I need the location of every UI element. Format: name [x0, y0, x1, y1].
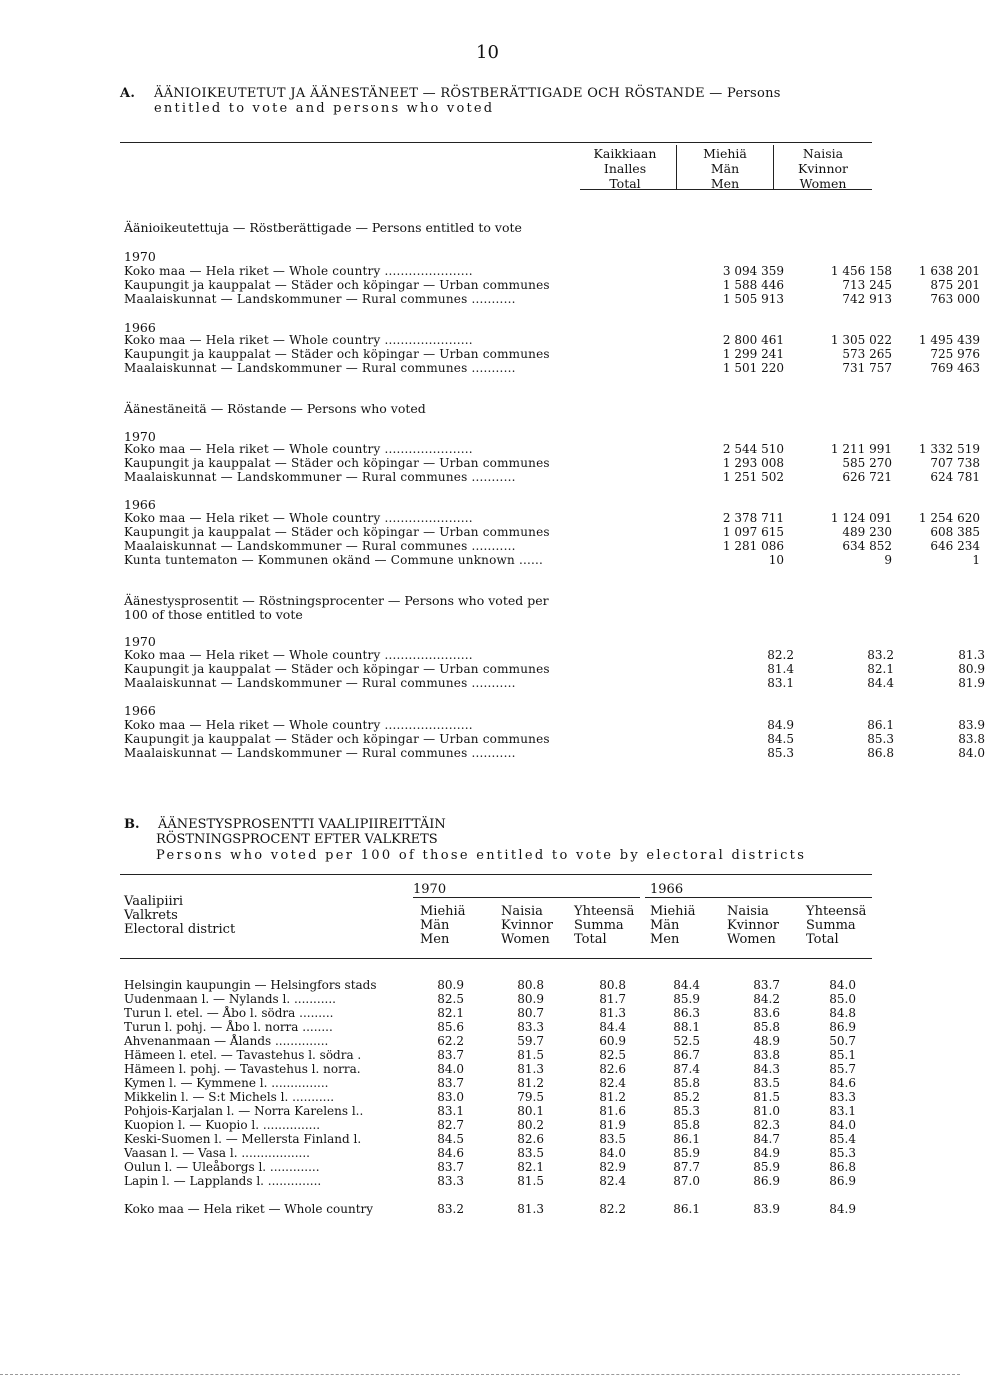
- b-col-head-line: Yhteensä: [574, 904, 635, 919]
- cell-1966-women: 82.3: [753, 1118, 780, 1132]
- year-label: 1966: [124, 320, 156, 335]
- cell-women: 1 638 201: [918, 264, 980, 278]
- row-label: Koko maa — Hela riket — Whole country ......................: [124, 442, 473, 456]
- col-head-fi: Naisia: [802, 146, 844, 161]
- b-col-head-line: Naisia: [501, 904, 543, 919]
- col-head-sv: Män: [710, 161, 740, 176]
- cell-men: 1 124 091: [830, 511, 892, 525]
- cell-men: 634 852: [842, 539, 892, 553]
- cell-1970-total: 82.6: [599, 1062, 626, 1076]
- section-a-title: [120, 86, 781, 101]
- cell-1966-women: 84.3: [753, 1062, 780, 1076]
- cell-1970-men: 83.0: [437, 1090, 464, 1104]
- total-row: [124, 1202, 864, 1216]
- cell-men: 1 456 158: [830, 264, 892, 278]
- cell-1970-total: 80.8: [599, 978, 626, 992]
- cell-1970-men: 84.0: [437, 1062, 464, 1076]
- header-top-rule: [120, 142, 872, 143]
- table-row: [124, 1146, 864, 1160]
- cell-1970-total: 81.9: [599, 1118, 626, 1132]
- b-col-head-line: Naisia: [727, 904, 769, 919]
- cell-1970-men: 82.5: [437, 992, 464, 1006]
- cell-1966-total: 86.9: [829, 1174, 856, 1188]
- cell-1970-men: 84.5: [437, 1132, 464, 1146]
- b-year-1966: 1966: [650, 882, 684, 897]
- cell-total: 84.5: [767, 732, 794, 746]
- col-head-en: Men: [710, 176, 740, 191]
- cell-1970-women: 83.5: [517, 1146, 544, 1160]
- cell-1970-men: 85.6: [437, 1020, 464, 1034]
- cell-1970-total: 81.7: [599, 992, 626, 1006]
- page-bottom-edge: [0, 1374, 960, 1375]
- table-row: [124, 292, 980, 306]
- row-label: Pohjois-Karjalan l. — Norra Karelens l..: [124, 1104, 364, 1118]
- b-col-head-line: Män: [650, 918, 680, 933]
- b-year-1970: 1970: [413, 882, 447, 897]
- table-row: [124, 539, 980, 553]
- cell-1966-women: 85.9: [753, 1160, 780, 1174]
- cell-1966-total: 83.3: [829, 1090, 856, 1104]
- cell-men: 86.1: [867, 718, 894, 732]
- table-row: [124, 1160, 864, 1174]
- cell-1966-total: 50.7: [829, 1034, 856, 1048]
- table-row: [124, 511, 980, 525]
- cell-1966-total: 86.9: [829, 1020, 856, 1034]
- cell-1966-men: 85.8: [673, 1118, 700, 1132]
- b-col-head-line: Men: [420, 932, 450, 947]
- cell-1966-men: 85.9: [673, 992, 700, 1006]
- b-col-head-line: Summa: [806, 918, 856, 933]
- cell-total: 85.3: [767, 746, 794, 760]
- row-label: Vaasan l. — Vasa l. ..................: [124, 1146, 310, 1160]
- section-b-title: [124, 817, 446, 832]
- cell-1966-total: 84.9: [829, 1202, 856, 1216]
- table-row: [124, 648, 985, 662]
- col-head-sv: Kvinnor: [798, 161, 848, 176]
- row-label: Koko maa — Hela riket — Whole country ......................: [124, 333, 473, 347]
- cell-1970-men: 82.1: [437, 1006, 464, 1020]
- cell-men: 86.8: [867, 746, 894, 760]
- cell-1970-women: 81.5: [517, 1174, 544, 1188]
- cell-1966-men: 86.3: [673, 1006, 700, 1020]
- cell-total: 1 588 446: [722, 278, 784, 292]
- cell-1970-women: 80.2: [517, 1118, 544, 1132]
- cell-1970-total: 84.0: [599, 1146, 626, 1160]
- row-label: Maalaiskunnat — Landskommuner — Rural communes ...........: [124, 539, 516, 553]
- cell-men: 742 913: [842, 292, 892, 306]
- voted-heading: Äänestäneitä — Röstande — Persons who voted: [124, 401, 426, 416]
- cell-1966-total: 84.6: [829, 1076, 856, 1090]
- cell-1966-women: 84.7: [753, 1132, 780, 1146]
- section-b-title-text: ÄÄNESTYSPROSENTTI VAALIPIIREITTÄIN: [158, 817, 446, 832]
- table-row: [124, 264, 980, 278]
- cell-1970-total: 84.4: [599, 1020, 626, 1034]
- table-row: [124, 1048, 864, 1062]
- row-label: Maalaiskunnat — Landskommuner — Rural communes ...........: [124, 676, 516, 690]
- section-a-title-text: ÄÄNIOIKEUTETUT JA ÄÄNESTÄNEET — RÖSTBERÄTTIGADE OCH RÖSTANDE — Persons: [154, 86, 781, 101]
- cell-1970-total: 82.4: [599, 1076, 626, 1090]
- year-label: 1966: [124, 497, 156, 512]
- cell-women: 1 254 620: [918, 511, 980, 525]
- table-row: [124, 333, 980, 347]
- cell-1966-total: 86.8: [829, 1160, 856, 1174]
- cell-men: 713 245: [842, 278, 892, 292]
- cell-women: 707 738: [930, 456, 980, 470]
- table-row: [124, 1076, 864, 1090]
- cell-1970-men: 83.3: [437, 1174, 464, 1188]
- cell-1970-total: 82.4: [599, 1174, 626, 1188]
- cell-women: 81.9: [958, 676, 985, 690]
- b-col-head-line: Total: [574, 932, 607, 947]
- table-row: [124, 1020, 864, 1034]
- row-label: Mikkelin l. — S:t Michels l. ...........: [124, 1090, 335, 1104]
- cell-1966-total: 85.0: [829, 992, 856, 1006]
- cell-1966-men: 87.4: [673, 1062, 700, 1076]
- row-label: Koko maa — Hela riket — Whole country: [124, 1202, 374, 1216]
- cell-1970-women: 80.9: [517, 992, 544, 1006]
- cell-1970-total: 82.2: [599, 1202, 626, 1216]
- year-label: 1970: [124, 634, 156, 649]
- table-row: [124, 662, 985, 676]
- table-row: [124, 470, 980, 484]
- cell-1970-women: 81.5: [517, 1048, 544, 1062]
- cell-1966-men: 88.1: [673, 1020, 700, 1034]
- col-head-fi: Kaikkiaan: [593, 146, 657, 161]
- b-col-head-line: Män: [420, 918, 450, 933]
- table-row: [124, 676, 985, 690]
- cell-total: 82.2: [767, 648, 794, 662]
- table-row: [124, 347, 980, 361]
- col-head-women: [778, 146, 868, 191]
- cell-1970-men: 80.9: [437, 978, 464, 992]
- section-a-label: A.: [120, 86, 136, 101]
- cell-men: 83.2: [867, 648, 894, 662]
- b-col-head-line: Kvinnor: [501, 918, 553, 933]
- b-col-head-line: Men: [650, 932, 680, 947]
- row-label: Kunta tuntematon — Kommunen okänd — Commune unknown ......: [124, 553, 544, 567]
- col-head-en: Women: [799, 176, 847, 191]
- b-col-head-line: Women: [501, 932, 550, 947]
- cell-1966-total: 84.8: [829, 1006, 856, 1020]
- table-row: [124, 278, 980, 292]
- row-label: Koko maa — Hela riket — Whole country ......................: [124, 648, 473, 662]
- cell-total: 2 378 711: [722, 511, 784, 525]
- section-b-title-sv: RÖSTNINGSPROCENT EFTER VALKRETS: [156, 832, 438, 847]
- cell-1966-men: 87.7: [673, 1160, 700, 1174]
- cell-men: 1 305 022: [830, 333, 892, 347]
- percent-heading: [124, 594, 549, 622]
- cell-1970-total: 81.3: [599, 1006, 626, 1020]
- cell-1966-women: 86.9: [753, 1174, 780, 1188]
- cell-women: 83.8: [958, 732, 985, 746]
- b-col-head: [727, 905, 779, 947]
- b-col-head: [806, 905, 866, 947]
- cell-1966-men: 86.1: [673, 1202, 700, 1216]
- cell-total: 84.9: [767, 718, 794, 732]
- col-head-sv: Inalles: [603, 161, 647, 176]
- year-label: 1970: [124, 429, 156, 444]
- cell-1966-women: 81.0: [753, 1104, 780, 1118]
- b-header-bottom-rule: [120, 958, 872, 959]
- cell-1970-total: 81.6: [599, 1104, 626, 1118]
- cell-1966-women: 85.8: [753, 1020, 780, 1034]
- header-col-divider: [773, 145, 774, 189]
- cell-1966-total: 85.1: [829, 1048, 856, 1062]
- percent-heading-line: Äänestysprosentit — Röstningsprocenter — Persons who voted per: [124, 593, 549, 608]
- cell-1966-women: 83.9: [753, 1202, 780, 1216]
- cell-men: 84.4: [867, 676, 894, 690]
- cell-women: 875 201: [930, 278, 980, 292]
- cell-1970-total: 81.2: [599, 1090, 626, 1104]
- b-col-head-line: Women: [727, 932, 776, 947]
- b-col-head-line: Miehiä: [650, 904, 696, 919]
- cell-1970-total: 82.5: [599, 1048, 626, 1062]
- row-label: Kaupungit ja kauppalat — Städer och köpingar — Urban communes: [124, 732, 550, 746]
- row-label: Turun l. etel. — Åbo l. södra .........: [124, 1006, 334, 1020]
- cell-1970-men: 83.7: [437, 1160, 464, 1174]
- row-label: Ahvenanmaan — Ålands ..............: [124, 1034, 329, 1048]
- cell-1966-total: 84.0: [829, 1118, 856, 1132]
- row-label: Kaupungit ja kauppalat — Städer och köpingar — Urban communes: [124, 662, 550, 676]
- cell-1970-total: 82.9: [599, 1160, 626, 1174]
- year-label: 1966: [124, 703, 156, 718]
- cell-1966-women: 83.5: [753, 1076, 780, 1090]
- row-label: Maalaiskunnat — Landskommuner — Rural communes ...........: [124, 470, 516, 484]
- cell-1970-men: 82.7: [437, 1118, 464, 1132]
- cell-1966-men: 86.7: [673, 1048, 700, 1062]
- cell-1970-men: 83.7: [437, 1076, 464, 1090]
- cell-total: 10: [768, 553, 784, 567]
- row-label: Oulun l. — Uleåborgs l. .............: [124, 1160, 320, 1174]
- cell-men: 489 230: [842, 525, 892, 539]
- cell-1966-total: 85.7: [829, 1062, 856, 1076]
- row-label: Helsingin kaupungin — Helsingfors stads: [124, 978, 377, 992]
- table-row: [124, 978, 864, 992]
- header-col-divider: [676, 145, 677, 189]
- cell-1966-men: 84.4: [673, 978, 700, 992]
- cell-1966-women: 83.7: [753, 978, 780, 992]
- b-col-head-line: Kvinnor: [727, 918, 779, 933]
- cell-men: 626 721: [842, 470, 892, 484]
- cell-1966-women: 48.9: [753, 1034, 780, 1048]
- cell-total: 3 094 359: [722, 264, 784, 278]
- table-row: [124, 1062, 864, 1076]
- cell-women: 1 332 519: [918, 442, 980, 456]
- section-a-subtitle: entitled to vote and persons who voted: [154, 101, 495, 116]
- cell-men: 731 757: [842, 361, 892, 375]
- row-label: Kaupungit ja kauppalat — Städer och köpingar — Urban communes: [124, 525, 550, 539]
- cell-men: 1 211 991: [830, 442, 892, 456]
- year-label: 1970: [124, 249, 156, 264]
- cell-total: 1 251 502: [722, 470, 784, 484]
- cell-women: 81.3: [958, 648, 985, 662]
- b-year-1966-rule: [645, 897, 872, 898]
- cell-men: 82.1: [867, 662, 894, 676]
- cell-1970-women: 59.7: [517, 1034, 544, 1048]
- cell-1970-men: 83.1: [437, 1104, 464, 1118]
- row-label: Kaupungit ja kauppalat — Städer och köpingar — Urban communes: [124, 278, 550, 292]
- row-label: Koko maa — Hela riket — Whole country ......................: [124, 718, 473, 732]
- b-col-head: [420, 905, 465, 947]
- cell-1966-total: 85.3: [829, 1146, 856, 1160]
- cell-1970-total: 83.5: [599, 1132, 626, 1146]
- cell-1970-men: 84.6: [437, 1146, 464, 1160]
- table-row: [124, 553, 980, 567]
- cell-total: 83.1: [767, 676, 794, 690]
- cell-1970-women: 80.7: [517, 1006, 544, 1020]
- cell-1970-men: 83.7: [437, 1048, 464, 1062]
- row-label: Kaupungit ja kauppalat — Städer och köpingar — Urban communes: [124, 456, 550, 470]
- cell-1970-men: 62.2: [437, 1034, 464, 1048]
- table-row: [124, 1034, 864, 1048]
- b-district-header-fi: Vaalipiiri: [124, 894, 184, 909]
- table-row: [124, 456, 980, 470]
- table-row: [124, 442, 980, 456]
- b-col-head-line: Summa: [574, 918, 624, 933]
- table-row: [124, 1104, 864, 1118]
- entitled-heading: Äänioikeutettuja — Röstberättigade — Persons entitled to vote: [124, 220, 522, 235]
- cell-women: 646 234: [930, 539, 980, 553]
- cell-1966-women: 81.5: [753, 1090, 780, 1104]
- b-district-header: [124, 895, 235, 937]
- cell-women: 769 463: [930, 361, 980, 375]
- cell-1970-women: 82.1: [517, 1160, 544, 1174]
- b-col-head-line: Total: [806, 932, 839, 947]
- cell-1966-men: 52.5: [673, 1034, 700, 1048]
- row-label: Kuopion l. — Kuopio l. ...............: [124, 1118, 321, 1132]
- cell-women: 80.9: [958, 662, 985, 676]
- b-district-header-sv: Valkrets: [124, 908, 178, 923]
- col-head-en: Total: [609, 176, 641, 191]
- cell-total: 1 505 913: [722, 292, 784, 306]
- cell-1970-women: 80.1: [517, 1104, 544, 1118]
- b-district-header-en: Electoral district: [124, 922, 236, 937]
- row-label: Hämeen l. etel. — Tavastehus l. södra .: [124, 1048, 362, 1062]
- cell-total: 2 544 510: [722, 442, 784, 456]
- cell-women: 83.9: [958, 718, 985, 732]
- cell-1970-women: 81.2: [517, 1076, 544, 1090]
- table-row: [124, 361, 980, 375]
- col-head-men: [680, 146, 770, 191]
- cell-1970-women: 82.6: [517, 1132, 544, 1146]
- cell-women: 84.0: [958, 746, 985, 760]
- cell-women: 624 781: [930, 470, 980, 484]
- row-label: Kaupungit ja kauppalat — Städer och köpingar — Urban communes: [124, 347, 550, 361]
- cell-1970-women: 80.8: [517, 978, 544, 992]
- section-b-title-en: Persons who voted per 100 of those entitled to vote by electoral districts: [156, 848, 807, 863]
- percent-heading-line: 100 of those entitled to vote: [124, 607, 303, 622]
- cell-women: 608 385: [930, 525, 980, 539]
- row-label: Uudenmaan l. — Nylands l. ...........: [124, 992, 336, 1006]
- cell-1966-men: 85.9: [673, 1146, 700, 1160]
- table-row: [124, 1174, 864, 1188]
- table-row: [124, 1006, 864, 1020]
- row-label: Kymen l. — Kymmene l. ...............: [124, 1076, 329, 1090]
- cell-1966-women: 83.6: [753, 1006, 780, 1020]
- cell-1970-women: 79.5: [517, 1090, 544, 1104]
- cell-1966-men: 87.0: [673, 1174, 700, 1188]
- table-row: [124, 1132, 864, 1146]
- cell-total: 81.4: [767, 662, 794, 676]
- cell-1970-women: 83.3: [517, 1020, 544, 1034]
- b-col-head: [650, 905, 695, 947]
- cell-1966-women: 84.2: [753, 992, 780, 1006]
- table-row: [124, 1090, 864, 1104]
- b-col-head-line: Yhteensä: [806, 904, 867, 919]
- cell-total: 1 281 086: [722, 539, 784, 553]
- cell-total: 1 293 008: [722, 456, 784, 470]
- cell-1966-men: 86.1: [673, 1132, 700, 1146]
- cell-total: 1 299 241: [722, 347, 784, 361]
- table-row: [124, 718, 985, 732]
- cell-total: 1 097 615: [722, 525, 784, 539]
- row-label: Keski-Suomen l. — Mellersta Finland l.: [124, 1132, 362, 1146]
- cell-1966-men: 85.8: [673, 1076, 700, 1090]
- cell-women: 1: [972, 553, 980, 567]
- cell-women: 763 000: [930, 292, 980, 306]
- header-bottom-rule: [580, 189, 872, 190]
- cell-men: 9: [884, 553, 892, 567]
- cell-1970-total: 60.9: [599, 1034, 626, 1048]
- cell-men: 573 265: [842, 347, 892, 361]
- row-label: Lapin l. — Lapplands l. ..............: [124, 1174, 322, 1188]
- b-year-1970-rule: [413, 897, 640, 898]
- b-col-head: [574, 905, 634, 947]
- cell-men: 85.3: [867, 732, 894, 746]
- cell-women: 1 495 439: [918, 333, 980, 347]
- row-label: Maalaiskunnat — Landskommuner — Rural communes ...........: [124, 746, 516, 760]
- row-label: Maalaiskunnat — Landskommuner — Rural communes ...........: [124, 361, 516, 375]
- table-row: [124, 732, 985, 746]
- col-head-total: [580, 146, 670, 191]
- col-head-fi: Miehiä: [703, 146, 747, 161]
- row-label: Maalaiskunnat — Landskommuner — Rural communes ...........: [124, 292, 516, 306]
- cell-total: 1 501 220: [722, 361, 784, 375]
- cell-1966-women: 83.8: [753, 1048, 780, 1062]
- cell-men: 585 270: [842, 456, 892, 470]
- b-col-head: [501, 905, 553, 947]
- row-label: Koko maa — Hela riket — Whole country ......................: [124, 511, 473, 525]
- row-label: Turun l. pohj. — Åbo l. norra ........: [124, 1020, 333, 1034]
- section-b-label: B.: [124, 817, 140, 832]
- b-col-head-line: Miehiä: [420, 904, 466, 919]
- cell-1970-men: 83.2: [437, 1202, 464, 1216]
- row-label: Koko maa — Hela riket — Whole country ......................: [124, 264, 473, 278]
- table-row: [124, 525, 980, 539]
- cell-1966-women: 84.9: [753, 1146, 780, 1160]
- table-row: [124, 1118, 864, 1132]
- cell-1966-total: 85.4: [829, 1132, 856, 1146]
- cell-1970-women: 81.3: [517, 1202, 544, 1216]
- cell-1966-total: 84.0: [829, 978, 856, 992]
- table-row: [124, 992, 864, 1006]
- cell-total: 2 800 461: [722, 333, 784, 347]
- page-number: 10: [476, 42, 499, 63]
- b-header-top-rule: [120, 874, 872, 875]
- cell-1966-men: 85.3: [673, 1104, 700, 1118]
- cell-1966-total: 83.1: [829, 1104, 856, 1118]
- row-label: Hämeen l. pohj. — Tavastehus l. norra.: [124, 1062, 361, 1076]
- cell-1966-men: 85.2: [673, 1090, 700, 1104]
- cell-women: 725 976: [930, 347, 980, 361]
- cell-1970-women: 81.3: [517, 1062, 544, 1076]
- table-row: [124, 746, 985, 760]
